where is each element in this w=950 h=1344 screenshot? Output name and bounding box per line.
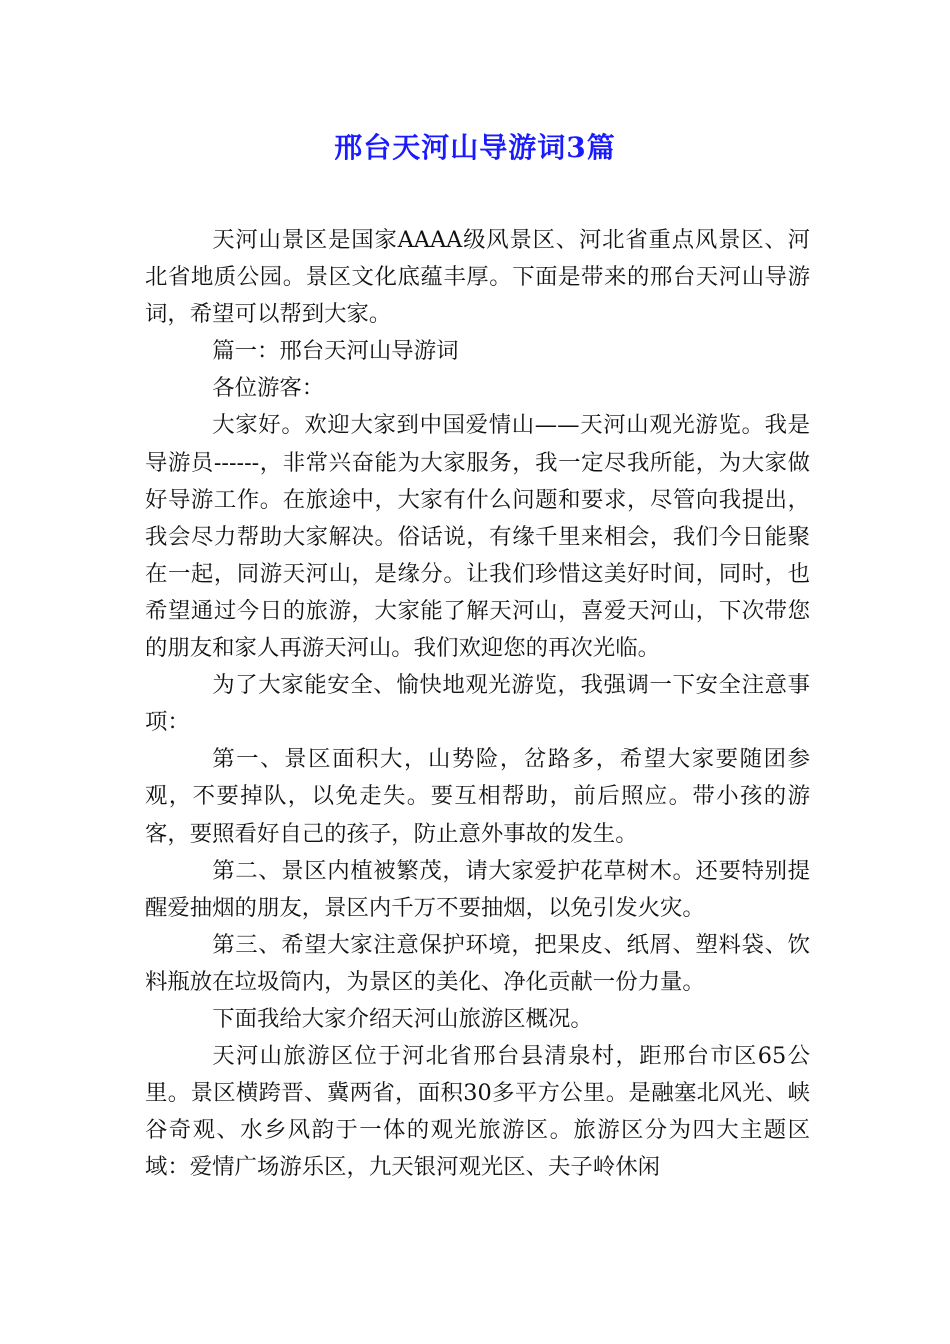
paragraph-safety-2: 第二、景区内植被繁茂，请大家爱护花草树木。还要特别提醒爱抽烟的朋友，景区内千万不要抽烟，以免引发火灾。 bbox=[145, 857, 810, 921]
paragraph-section-heading: 篇一：邢台天河山导游词 bbox=[212, 338, 459, 365]
paragraph-overview-intro: 下面我给大家介绍天河山旅游区概况。 bbox=[212, 1005, 593, 1032]
paragraph-greeting: 各位游客： bbox=[212, 375, 325, 402]
paragraph-safety-1: 第一、景区面积大，山势险，岔路多，希望大家要随团参观，不要掉队，以免走失。要互相帮助，前后照应。带小孩的游客，要照看好自己的孩子，防止意外事故的发生。 bbox=[145, 746, 810, 847]
paragraph-welcome: 大家好。欢迎大家到中国爱情山——天河山观光游览。我是导游员------，非常兴奋能为大家服务，我一定尽我所能，为大家做好导游工作。在旅途中，大家有什么问题和要求，尽管向我提出，我会尽力帮助大家解决。俗话说，有缘千里来相会，我们今日能聚在一起，同游天河山，是缘分。让我们珍惜这美好时间，同时，也希望通过今日的旅游，大家能了解天河山，喜爱天河山，下次带您的朋友和家人再游天河山。我们欢迎您的再次光临。 bbox=[145, 412, 810, 662]
paragraph-safety-3: 第三、希望大家注意保护环境，把果皮、纸屑、塑料袋、饮料瓶放在垃圾筒内，为景区的美化、净化贡献一份力量。 bbox=[145, 931, 810, 995]
paragraph-intro: 天河山景区是国家AAAA级风景区、河北省重点风景区、河北省地质公园。景区文化底蕴丰厚。下面是带来的邢台天河山导游词，希望可以帮到大家。 bbox=[145, 227, 810, 328]
paragraph-overview: 天河山旅游区位于河北省邢台县清泉村，距邢台市区65公里。景区横跨晋、冀两省，面积30多平方公里。是融塞北风光、峡谷奇观、水乡风韵于一体的观光旅游区。旅游区分为四大主题区域：爱情广场游乐区，九天银河观光区、夫子岭休闲 bbox=[145, 1043, 810, 1181]
document-title: 邢台天河山导游词3篇 bbox=[334, 131, 616, 164]
paragraph-safety-intro: 为了大家能安全、愉快地观光游览，我强调一下安全注意事项： bbox=[145, 672, 810, 736]
document-body bbox=[145, 222, 810, 1186]
